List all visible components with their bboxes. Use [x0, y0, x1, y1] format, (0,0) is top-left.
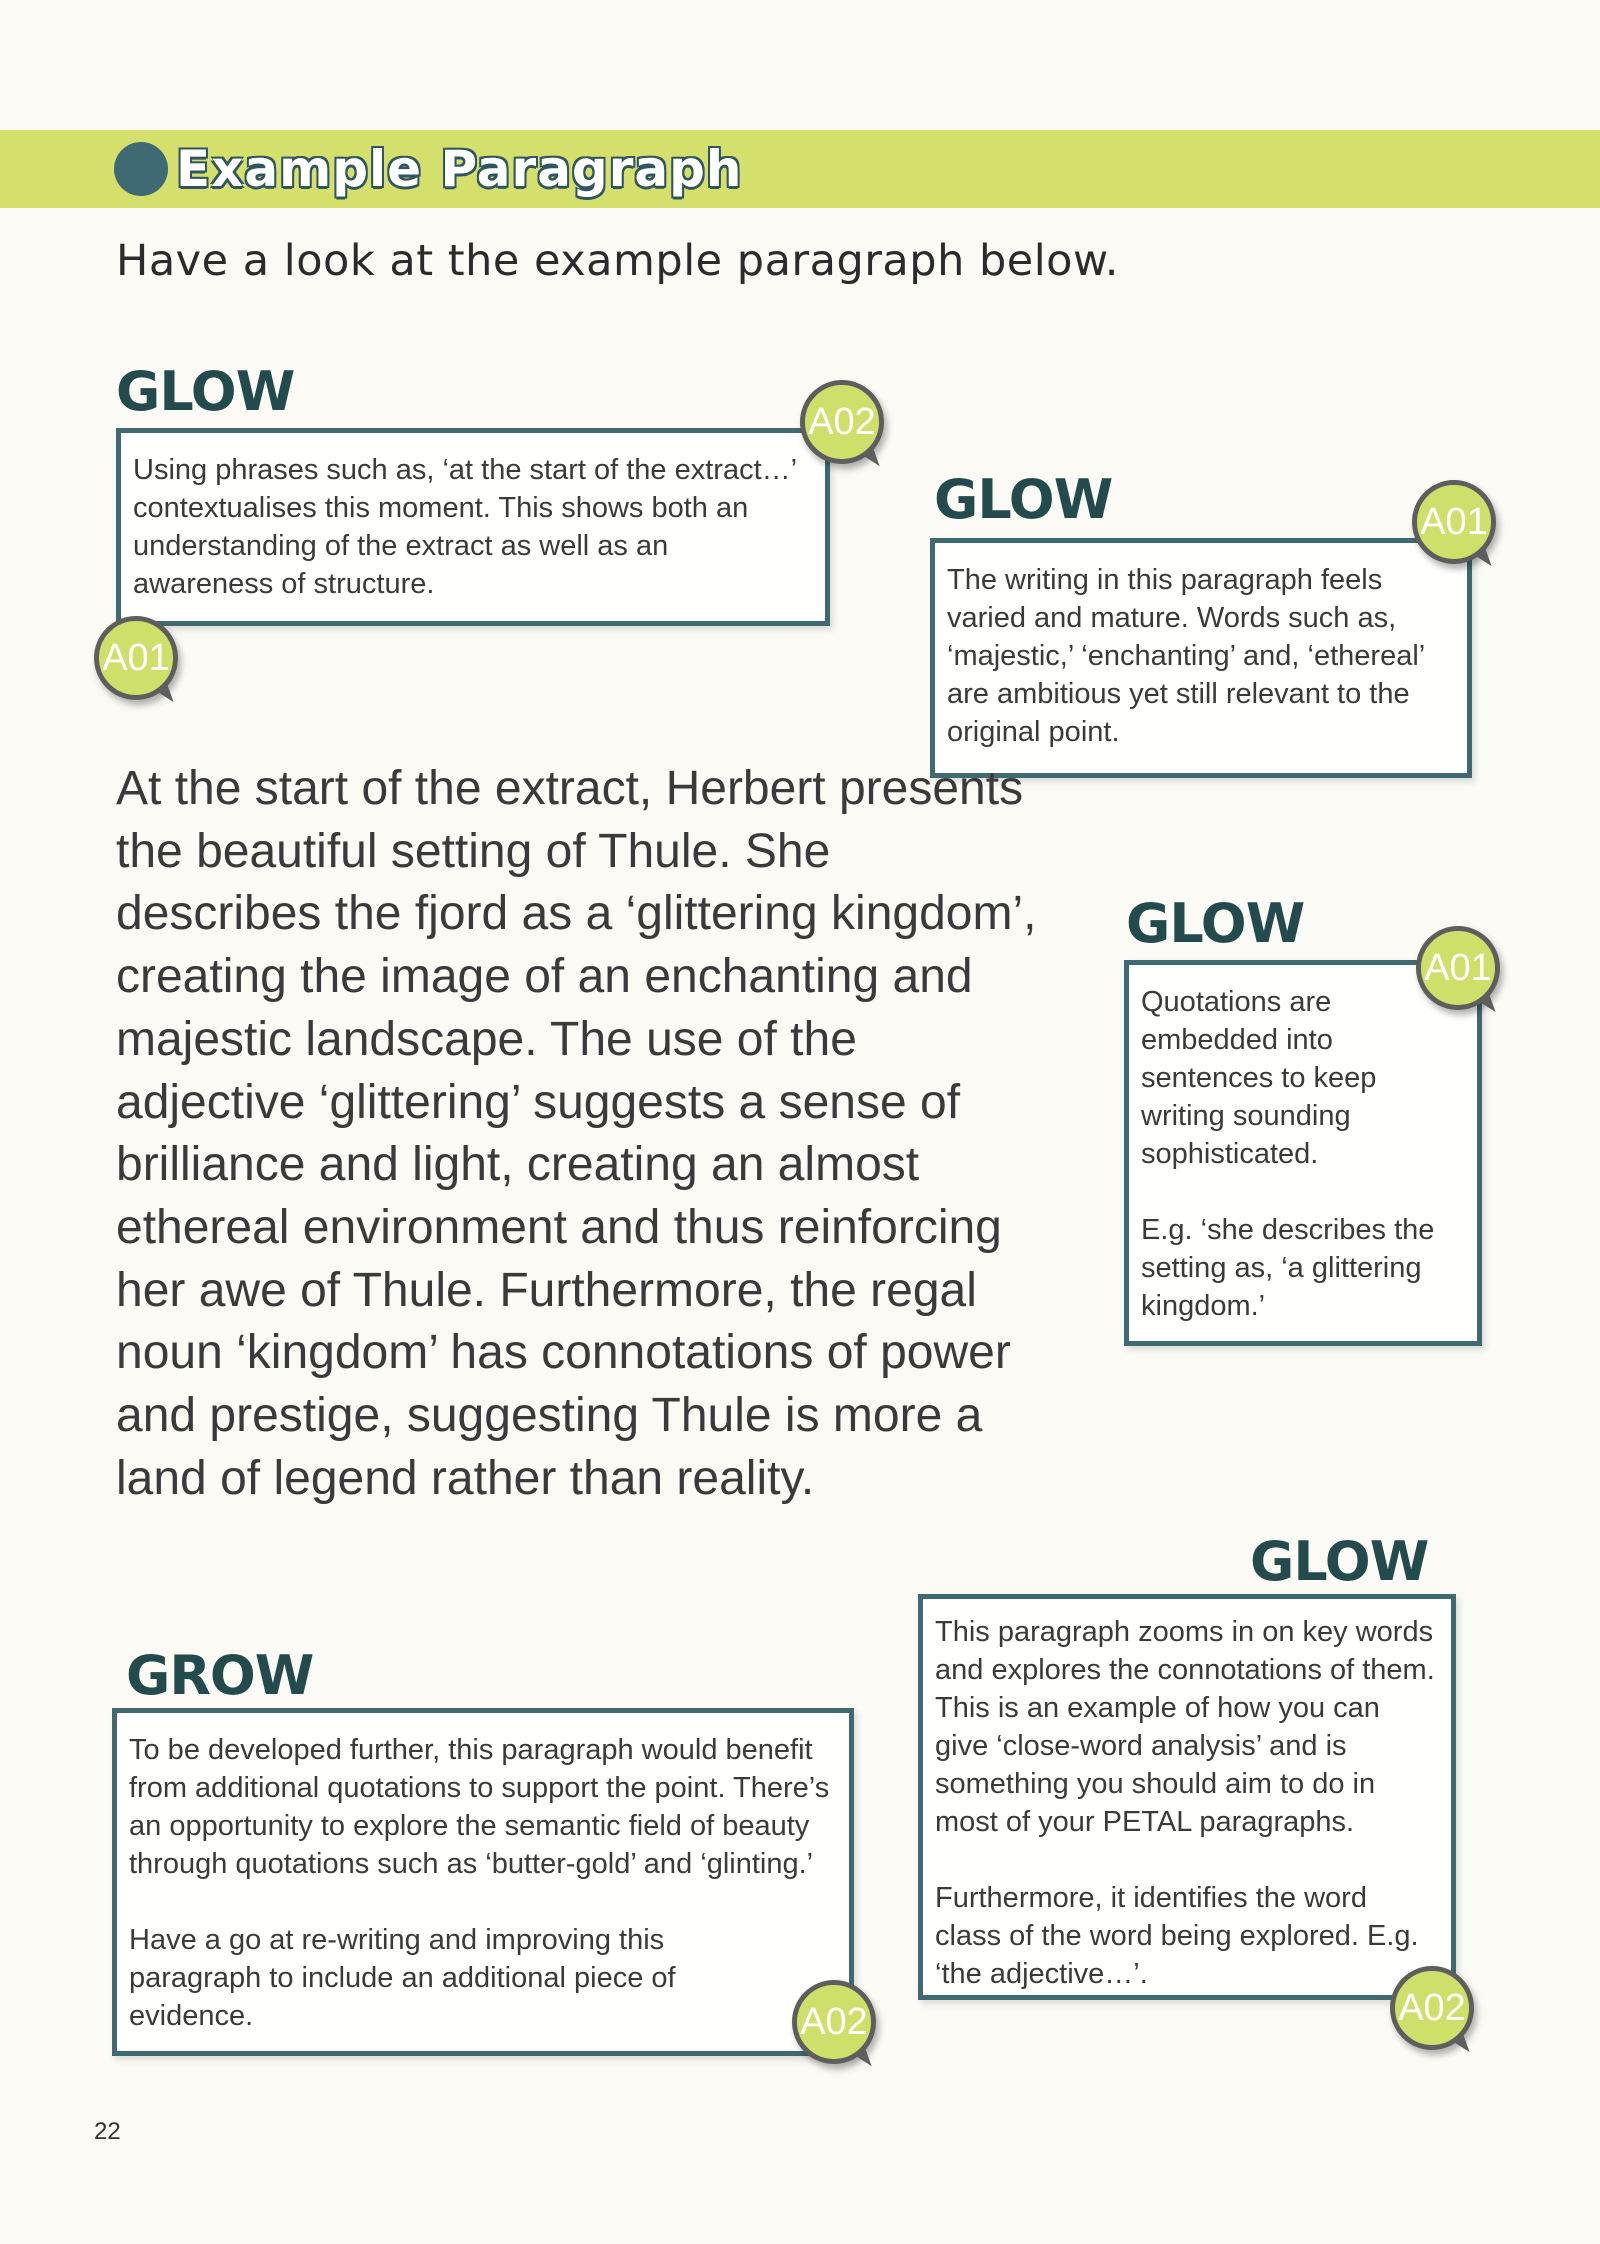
bullet-dot	[114, 142, 168, 196]
ao-badge-glow2: A01	[1412, 480, 1496, 564]
page-title: Example Paragraph	[176, 140, 743, 198]
ao-badge-glow3: A01	[1416, 926, 1500, 1010]
glow-box-4	[918, 1594, 1456, 2000]
page-subtitle: Have a look at the example paragraph below.	[116, 236, 1119, 286]
glow-box-3	[1124, 960, 1482, 1346]
example-paragraph: At the start of the extract, Herbert presents the beautiful setting of Thule. She describes the fjord as a ‘glittering kingdom’, creating the image of an enchanting and majestic landscape. The use of the adjective ‘glittering’ suggests a sense of brilliance and light, creating an almost ethereal environment and thus reinforcing her awe of Thule. Furthermore, the regal noun ‘kingdom’ has connotations of power and prestige, suggesting Thule is more a land of legend rather than reality.	[116, 762, 1037, 1505]
ao-badge-glow1-top: A02	[800, 380, 884, 464]
ao-badge-glow4: A02	[1390, 1966, 1474, 2050]
ao-badge-grow: A02	[792, 1980, 876, 2064]
glow-text-3b: E.g. ‘she describes the setting as, ‘a glittering kingdom.’	[1141, 1214, 1435, 1322]
page-number: 22	[94, 2118, 121, 2145]
grow-text-2: Have a go at re-writing and improving this paragraph to include an additional piece of evidence.	[129, 1924, 676, 2032]
glow-text-3a: Quotations are embedded into sentences to keep writing sounding sophisticated.	[1141, 986, 1377, 1170]
ao-badge-glow1-bottom: A01	[94, 616, 178, 700]
glow-box-2	[930, 538, 1472, 778]
grow-text-1: To be developed further, this paragraph would benefit from additional quotations to support the point. There’s an opportunity to explore the semantic field of beauty through quotations such as ‘butter-gold’ and ‘glinting.’	[129, 1734, 830, 1880]
glow-box-1	[116, 428, 830, 626]
glow-text-2: The writing in this paragraph feels varied and mature. Words such as, ‘majestic,’ ‘enchanting’ and, ‘ethereal’ are ambitious yet still relevant to the original point.	[947, 564, 1425, 748]
glow-label-1: GLOW	[116, 360, 295, 423]
glow-text-4a: This paragraph zooms in on key words and explores the connotations of them. This is an example of how you can give ‘close-word analysis’ and is something you should aim to do in most of your PETAL paragraphs.	[935, 1616, 1435, 1838]
glow-label-3: GLOW	[1126, 892, 1305, 955]
grow-box	[112, 1708, 854, 2056]
glow-text-1: Using phrases such as, ‘at the start of the extract…’ contextualises this moment. This shows both an understanding of the extract as well as an awareness of structure.	[133, 454, 797, 600]
glow-label-2: GLOW	[934, 468, 1113, 531]
glow-label-4: GLOW	[1250, 1530, 1429, 1593]
grow-label: GROW	[126, 1644, 314, 1707]
glow-text-4b: Furthermore, it identifies the word class of the word being explored. E.g. ‘the adjective…’.	[935, 1882, 1419, 1990]
